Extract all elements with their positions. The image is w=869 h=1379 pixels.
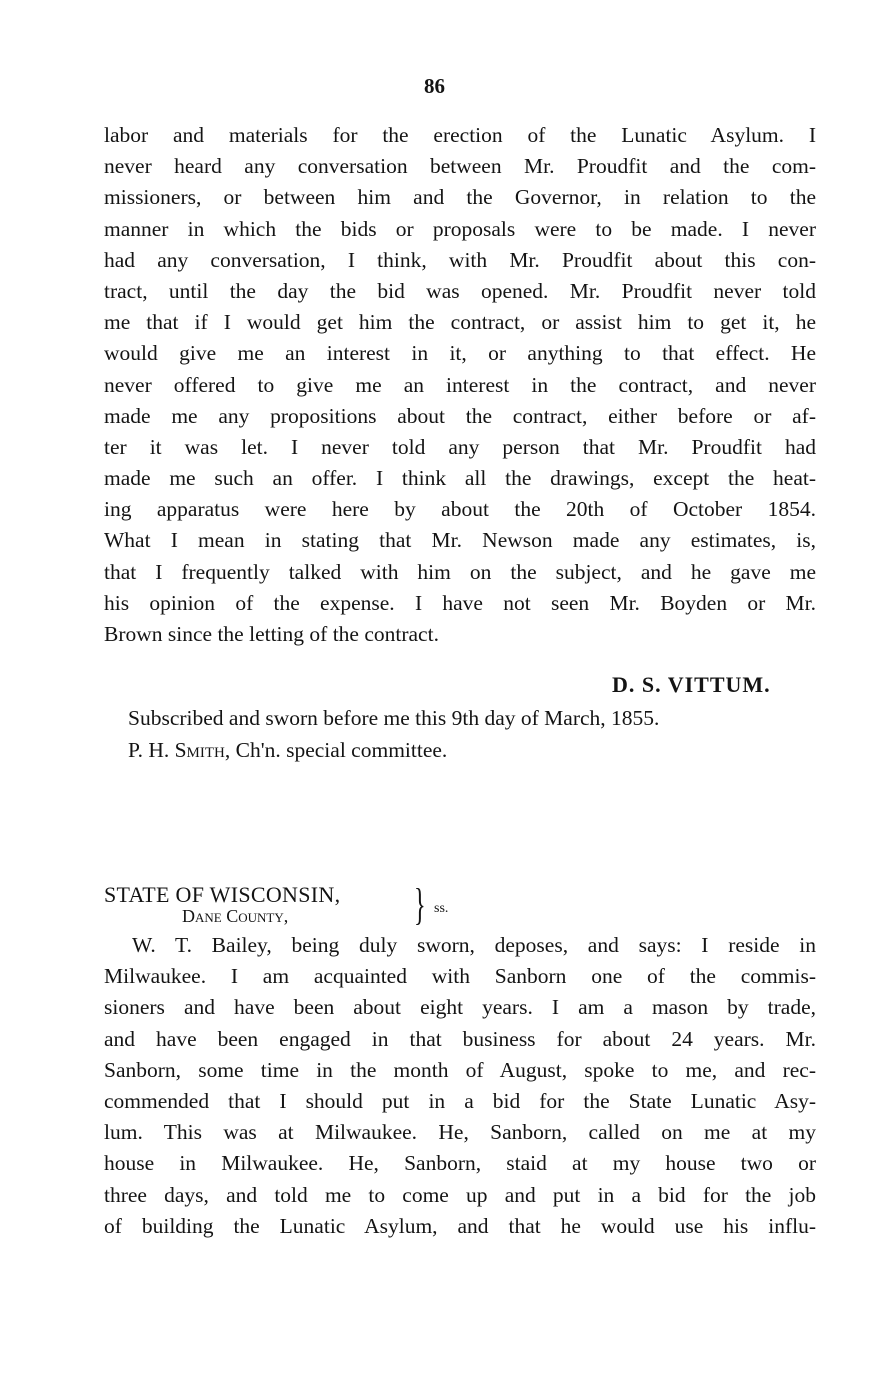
text-line: missioners, or between him and the Governor, in relation to the (104, 185, 816, 210)
text-line: tract, until the day the bid was opened. Mr. Proudfit never told (104, 278, 816, 303)
text-line: Sanborn, some time in the month of August, spoke to me, and rec- (104, 1057, 816, 1082)
text-line: What I mean in stating that Mr. Newson made any estimates, is, (104, 528, 816, 553)
text-line: manner in which the bids or proposals were to be made. I never (104, 216, 816, 241)
text-line: house in Milwaukee. He, Sanborn, staid at my house two or (104, 1151, 816, 1176)
text-line: commended that I should put in a bid for the State Lunatic Asy- (104, 1088, 816, 1113)
text-line: three days, and told me to come up and put in a bid for the job (104, 1182, 816, 1207)
text-line: sioners and have been about eight years. I am a mason by trade, (104, 995, 816, 1020)
text-line: ter it was let. I never told any person that Mr. Proudfit had (104, 434, 816, 459)
venue-ss: ss. (434, 901, 449, 916)
text-line: would give me an interest in it, or anything to that effect. He (104, 341, 816, 366)
venue-county: Dane County, (182, 906, 289, 926)
venue-brace: } (414, 880, 426, 929)
signature-vittum: D. S. VITTUM. (612, 672, 771, 697)
text-line: of building the Lunatic Asylum, and that he would use his influ- (104, 1213, 816, 1238)
text-line: had any conversation, I think, with Mr. Proudfit about this con- (104, 247, 816, 272)
text-line: Brown since the letting of the contract. (104, 622, 439, 646)
committee-attestation (128, 738, 447, 763)
venue-state: STATE OF WISCONSIN, (104, 882, 341, 907)
jurat-statement: Subscribed and sworn before me this 9th day of March, 1855. (128, 706, 660, 730)
committee-chair-title: Ch'n. special committee. (235, 738, 448, 762)
text-line: lum. This was at Milwaukee. He, Sanborn, called on me at my (104, 1120, 816, 1145)
page-number: 86 (424, 74, 445, 98)
text-line: labor and materials for the erection of the Lunatic Asylum. I (104, 123, 816, 147)
text-line: never heard any conversation between Mr. Proudfit and the com- (104, 154, 816, 179)
text-line: ing apparatus were here by about the 20th of October 1854. (104, 497, 816, 522)
text-line: me that if I would get him the contract, or assist him to get it, he (104, 310, 816, 335)
text-line: never offered to give me an interest in the contract, and never (104, 372, 816, 397)
committee-chair-name: P. H. Smith, (128, 738, 231, 762)
text-line: W. T. Bailey, being duly sworn, deposes, and says: I reside in (132, 933, 816, 957)
testimony-bailey (104, 930, 816, 1242)
text-line: that I frequently talked with him on the subject, and he gave me (104, 559, 816, 584)
text-line: and have been engaged in that business for about 24 years. Mr. (104, 1026, 816, 1051)
text-line: made me such an offer. I think all the drawings, except the heat- (104, 466, 816, 491)
text-line: Milwaukee. I am acquainted with Sanborn one of the commis- (104, 964, 816, 989)
text-line: his opinion of the expense. I have not seen Mr. Boyden or Mr. (104, 590, 816, 615)
text-line: made me any propositions about the contract, either before or af- (104, 403, 816, 428)
testimony-vittum (104, 120, 816, 650)
